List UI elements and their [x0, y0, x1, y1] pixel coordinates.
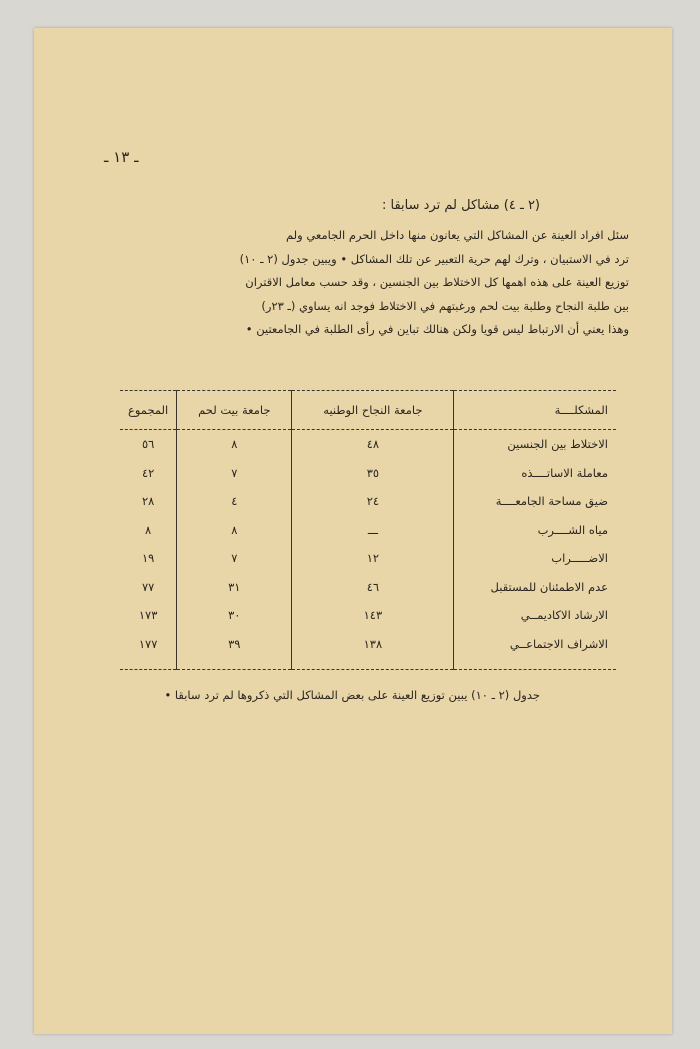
body-paragraph	[124, 224, 629, 342]
cell-najah: ـــ	[292, 516, 454, 545]
table-caption: جدول (٢ ـ ١٠) يبين توزيع العينة على بعض المشاكل التي ذكروها لم ترد سابقا •	[164, 688, 540, 702]
cell-najah: ٤٦	[292, 573, 454, 602]
cell-bethlehem: ٣١	[177, 573, 292, 602]
table-row	[120, 459, 616, 488]
document-page	[34, 28, 672, 1034]
table-row	[120, 487, 616, 516]
cell-najah: ١٤٣	[292, 601, 454, 630]
cell-problem: مياه الشــــرب	[537, 522, 608, 537]
header-total: المجموع	[120, 391, 177, 430]
cell-total: ٨	[120, 516, 177, 545]
cell-total: ٧٧	[120, 573, 177, 602]
cell-najah: ٢٤	[292, 487, 454, 516]
cell-bethlehem: ٧	[177, 459, 292, 488]
page-number: ـ ١٣ ـ	[104, 148, 139, 166]
cell-bethlehem: ٣٩	[177, 630, 292, 670]
cell-najah: ٣٥	[292, 459, 454, 488]
table-header-row	[120, 391, 616, 430]
header-najah: جامعة النجاح الوطنيه	[292, 391, 454, 430]
cell-bethlehem: ٧	[177, 544, 292, 573]
cell-bethlehem: ٤	[177, 487, 292, 516]
cell-bethlehem: ٣٠	[177, 601, 292, 630]
cell-problem: الاشراف الاجتماعــي	[454, 630, 616, 670]
table-row	[120, 573, 616, 602]
cell-najah: ١٢	[292, 544, 454, 573]
cell-bethlehem: ٨	[177, 430, 292, 459]
cell-najah: ١٣٨	[292, 630, 454, 670]
cell-problem: الارشاد الاكاديمــي	[520, 608, 608, 623]
cell-total: ١٧٣	[120, 601, 177, 630]
cell-total: ١٧٧	[120, 630, 177, 670]
header-bethlehem: جامعة بيت لحم	[177, 391, 292, 430]
cell-total: ٢٨	[120, 487, 177, 516]
cell-problem: معاملة الاساتــــذه	[521, 465, 608, 480]
paragraph-line: سئل افراد العينة عن المشاكل التي يعانون منها داخل الحرم الجامعي ولم	[285, 228, 629, 242]
cell-problem: ضيق مساحة الجامعــــة	[495, 494, 608, 509]
cell-total: ١٩	[120, 544, 177, 573]
paragraph-line: وهذا يعني أن الارتباط ليس قويا ولكن هنالك تباين في رأى الطلبة في الجامعتين •	[245, 322, 629, 336]
problems-table	[120, 390, 616, 670]
cell-total: ٥٦	[120, 430, 177, 459]
table-row	[120, 544, 616, 573]
cell-problem: الاختلاط بين الجنسين	[507, 437, 608, 452]
paragraph-line: توزيع العينة على هذه اهمها كل الاختلاط بين الجنسين ، وقد حسب معامل الاقتران	[245, 275, 629, 289]
cell-bethlehem: ٨	[177, 516, 292, 545]
table-row	[120, 430, 616, 459]
header-problem: المشكلــــة	[454, 391, 616, 430]
cell-problem: عدم الاطمئنان للمستقبل	[490, 579, 608, 594]
section-heading: (٢ ـ ٤) مشاكل لم ترد سابقا :	[382, 198, 540, 213]
cell-najah: ٤٨	[292, 430, 454, 459]
paragraph-line: بين طلبة النجاح وطلبة بيت لحم ورغبتهم في الاختلاط فوجد انه يساوي (ـ ٢٣ر)	[261, 298, 629, 313]
table-row	[120, 601, 616, 630]
table-row	[120, 516, 616, 545]
paragraph-line: ترد في الاستبيان ، وترك لهم حرية التعبير عن تلك المشاكل • ويبين جدول (٢ ـ ١٠)	[239, 251, 629, 266]
table-row	[120, 630, 616, 670]
cell-problem: الاضـــــراب	[551, 551, 608, 566]
cell-total: ٤٢	[120, 459, 177, 488]
